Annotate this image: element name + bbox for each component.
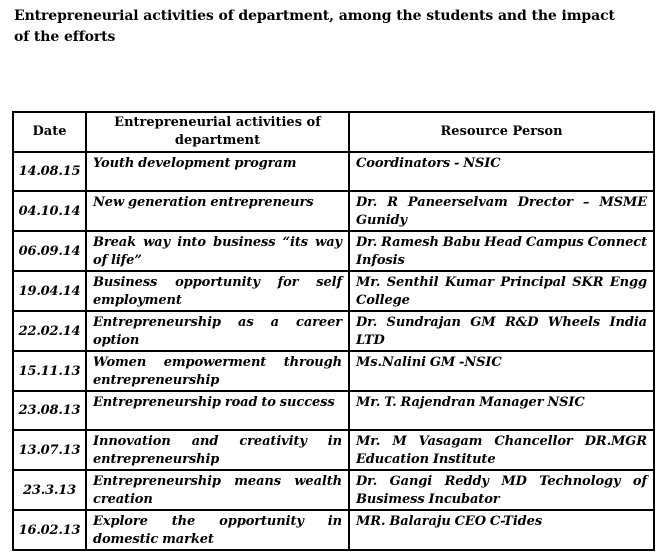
- resource-cell: Mr. T. Rajendran Manager NSIC: [349, 391, 654, 430]
- activity-cell: Entrepreneurship road to success: [86, 391, 349, 430]
- table-row: [13, 271, 654, 311]
- date-cell: 13.07.13: [13, 430, 86, 470]
- page-title-line-1: Entrepreneurial activities of department, among the students and the impact: [14, 8, 615, 24]
- resource-cell: Dr. Gangi Reddy MD Technology of Busimess Incubator: [349, 470, 654, 510]
- resource-cell: Mr. Senthil Kumar Principal SKR Engg College: [349, 271, 654, 311]
- table-row: [13, 510, 654, 550]
- activity-cell: New generation entrepreneurs: [86, 191, 349, 231]
- table-row: [13, 231, 654, 271]
- activity-cell: Break way into business “its way of life”: [86, 231, 349, 271]
- table-row: [13, 152, 654, 191]
- table-row: [13, 191, 654, 231]
- activity-cell: Innovation and creativity in entrepreneurship: [86, 430, 349, 470]
- activities-table: [12, 111, 655, 551]
- date-cell: 15.11.13: [13, 351, 86, 391]
- date-cell: 23.08.13: [13, 391, 86, 430]
- activity-cell: Women empowerment through entrepreneurship: [86, 351, 349, 391]
- date-cell: 22.02.14: [13, 311, 86, 351]
- date-cell: 16.02.13: [13, 510, 86, 550]
- date-cell: 23.3.13: [13, 470, 86, 510]
- table-row: [13, 351, 654, 391]
- resource-cell: Dr. Ramesh Babu Head Campus Connect Infosis: [349, 231, 654, 271]
- resource-cell: Mr. M Vasagam Chancellor DR.MGR Education Institute: [349, 430, 654, 470]
- table-row: [13, 470, 654, 510]
- date-cell: 19.04.14: [13, 271, 86, 311]
- table-row: [13, 391, 654, 430]
- resource-cell: Coordinators - NSIC: [349, 152, 654, 191]
- resource-cell: Dr. Sundrajan GM R&D Wheels India LTD: [349, 311, 654, 351]
- activity-cell: Business opportunity for self employment: [86, 271, 349, 311]
- resource-cell: Ms.Nalini GM -NSIC: [349, 351, 654, 391]
- resource-cell: Dr. R Paneerselvam Drector – MSME Gunidy: [349, 191, 654, 231]
- table-row: [13, 430, 654, 470]
- activity-cell: Explore the opportunity in domestic market: [86, 510, 349, 550]
- date-cell: 14.08.15: [13, 152, 86, 191]
- table-row: [13, 311, 654, 351]
- header-resource-person: Resource Person: [349, 112, 654, 152]
- header-activities: Entrepreneurial activities of department: [86, 112, 349, 152]
- date-cell: 06.09.14: [13, 231, 86, 271]
- header-date: Date: [13, 112, 86, 152]
- resource-cell: MR. Balaraju CEO C-Tides: [349, 510, 654, 550]
- page-title-line-2: of the efforts: [14, 29, 116, 45]
- activity-cell: Entrepreneurship as a career option: [86, 311, 349, 351]
- table-header: [13, 112, 654, 152]
- table-body: [13, 152, 654, 550]
- header-row: [13, 112, 654, 152]
- page-title: [14, 6, 615, 48]
- date-cell: 04.10.14: [13, 191, 86, 231]
- activity-cell: Entrepreneurship means wealth creation: [86, 470, 349, 510]
- activity-cell: Youth development program: [86, 152, 349, 191]
